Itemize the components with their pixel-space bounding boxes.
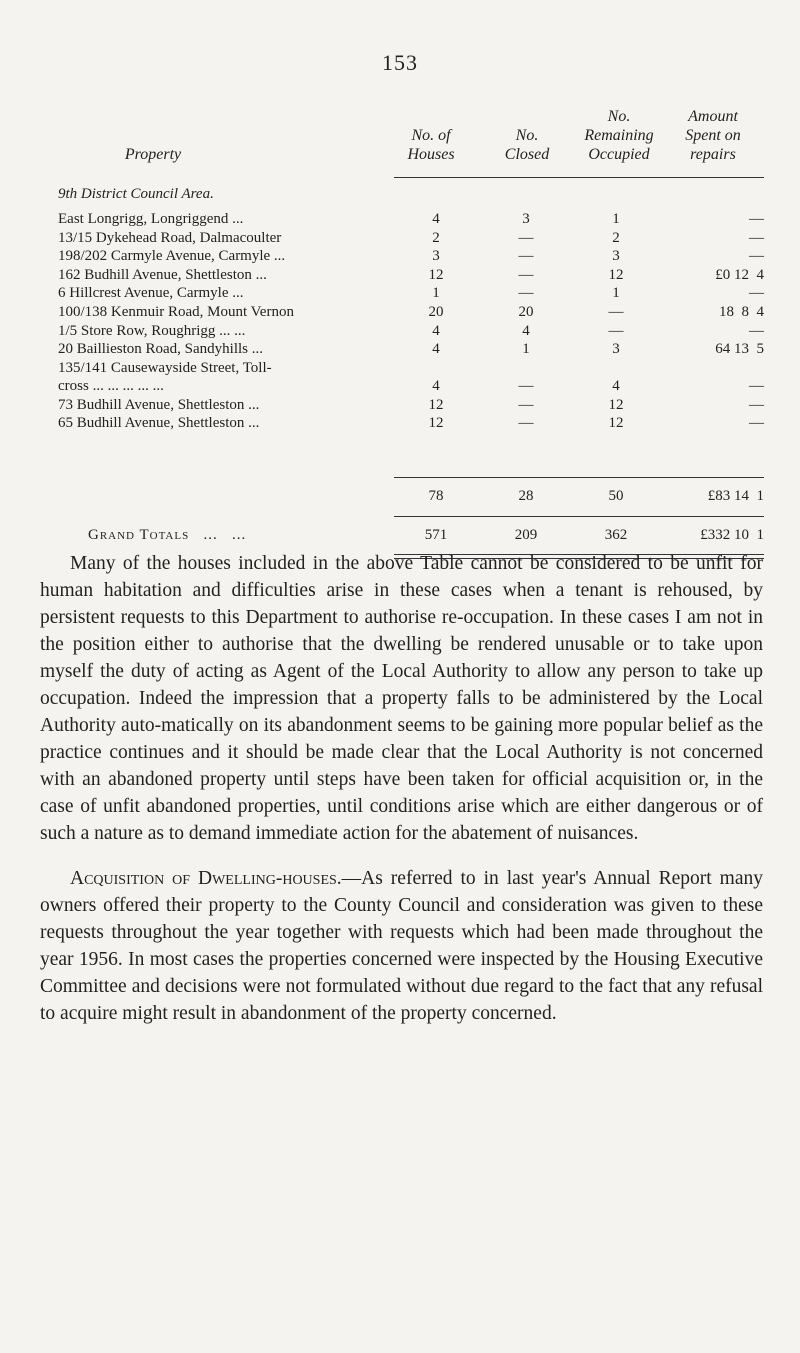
row-remaining: 3 [612,341,620,358]
grand-remaining: 362 [604,527,628,543]
row-houses: 12 [428,396,444,413]
row-closed: — [518,396,534,413]
row-remaining: 12 [608,266,624,283]
row-property: 20 Baillieston Road, Sandyhills ... [58,341,263,358]
acquisition-text: —As referred to in last year's Annual Report many owners offered their property to the County Council and consideration was given to these requests throughout the year together with requests which had been made throughout the year 1956. In most cases the properties concerned were inspected by the Housing Executive Committee and decisions were not formulated without due regard to the fact that any refusal to acquire might result in abandonment of the property concerned. [40,868,764,1024]
header-amount: Amount Spent on repairs [685,108,741,163]
row-amount: — [749,211,764,227]
row-property: 6 Hillcrest Avenue, Carmyle ... [58,285,244,302]
subtotal-amount: £83 14 1 [707,488,764,504]
row-houses: 12 [428,266,444,283]
row-remaining: 12 [608,415,624,432]
row-remaining: — [608,303,624,320]
row-remaining: 12 [608,396,624,413]
row-houses: 3 [432,248,440,265]
row-remaining: 2 [612,229,620,246]
row-closed: — [518,266,534,283]
page-number: 153 [382,50,418,75]
grand-total-rule [394,516,764,517]
table-row [38,340,764,359]
table-row [38,284,764,303]
table-row [38,247,764,266]
subtotal-remaining: 50 [608,488,624,504]
table-row [38,359,764,396]
body-text [40,550,763,1045]
table-row [38,396,764,415]
row-closed: 1 [522,341,530,358]
table-row [38,210,764,229]
row-property: 73 Budhill Avenue, Shettleston ... [58,396,260,413]
row-houses: 1 [432,285,440,302]
row-property: 1/5 Store Row, Roughrigg ... ... [58,322,246,339]
row-remaining: — [608,322,624,339]
grand-totals-label: Grand Totals ... ... [88,527,247,543]
row-closed: — [518,285,534,302]
table-row [38,266,764,285]
row-closed: — [518,248,534,265]
grand-houses: 571 [424,527,448,543]
table-row [38,229,764,248]
subtotal-closed: 28 [518,488,534,504]
row-houses: 4 [432,378,440,395]
row-property: 162 Budhill Avenue, Shettleston ... [58,266,267,283]
row-closed: 20 [518,303,534,320]
row-houses: 12 [428,415,444,432]
grand-totals-row [38,525,764,545]
row-amount: 64 13 5 [715,341,764,358]
row-remaining: 1 [612,285,620,302]
row-houses: 4 [432,211,440,227]
row-property: 65 Budhill Avenue, Shettleston ... [58,415,260,432]
table-header [38,108,764,174]
row-amount: — [749,322,764,339]
row-houses: 20 [428,303,444,320]
row-property: 13/15 Dykehead Road, Dalmacoulter [58,229,282,246]
row-property: 100/138 Kenmuir Road, Mount Vernon [58,303,294,320]
row-closed: 4 [522,322,530,339]
row-property: 198/202 Carmyle Avenue, Carmyle ... [58,248,286,265]
table-row [38,303,764,322]
row-houses: 2 [432,229,440,246]
row-amount: — [749,285,764,302]
acquisition-heading: Acquisition of Dwelling-houses. [70,868,342,889]
grand-amount: £332 10 1 [700,527,764,543]
row-remaining: 1 [612,211,620,227]
subtotal-row [38,486,764,506]
header-property: Property [124,146,182,163]
row-amount: — [749,378,764,395]
row-property: East Longrigg, Longriggend ... [58,211,244,227]
table-body [38,210,764,433]
header-houses: No. of Houses [407,127,455,163]
paragraph-unfit-houses: Many of the houses included in the above Table cannot be considered to be unfit for human habitation and difficulties arise in these cases when a tenant is rehoused, by persistent requests to this Department to authorise re-occupation. In these cases I am not in the position either to authorise that the dwelling be rendered unusable or to take upon myself the duty of acting as Agent of the Local Authority to allow any person to take up occupation. Indeed the impression that a property falls to be administered by the Local Authority auto-matically on its abandonment seems to be gaining more popular belief as the practice continues and it should be made clear that the Local Authority is not concerned with an abandoned property until steps have been taken for official acquisition or, in the case of unfit abandoned properties, until conditions arise which are either dangerous or of such a nature as to demand immediate action for the abatement of nuisances. [40,553,763,844]
housing-table [38,108,764,543]
row-closed: 3 [522,211,530,227]
row-houses: 4 [432,341,440,358]
grand-closed: 209 [514,527,538,543]
table-row [38,414,764,433]
district-heading: 9th District Council Area. [58,186,214,202]
row-amount: £0 12 4 [715,266,764,283]
paragraph-acquisition [40,865,763,1027]
row-amount: — [749,248,764,265]
subtotal-houses: 78 [428,488,444,504]
header-remaining: No. Remaining Occupied [584,108,654,163]
row-amount: — [749,415,764,432]
table-row [38,322,764,341]
row-remaining: 3 [612,248,620,265]
subtotal-rule [394,477,764,478]
header-rule [394,177,764,178]
row-property: 135/141 Causewayside Street, Toll- cross ... ... ... ... ... [58,359,272,395]
row-closed: — [518,229,534,246]
row-houses: 4 [432,322,440,339]
row-closed: — [518,415,534,432]
row-amount: 18 8 4 [719,303,764,320]
row-amount: — [749,396,764,413]
row-remaining: 4 [612,378,620,395]
row-amount: — [749,229,764,246]
row-closed: — [518,378,534,395]
header-closed: No. Closed [504,127,550,163]
